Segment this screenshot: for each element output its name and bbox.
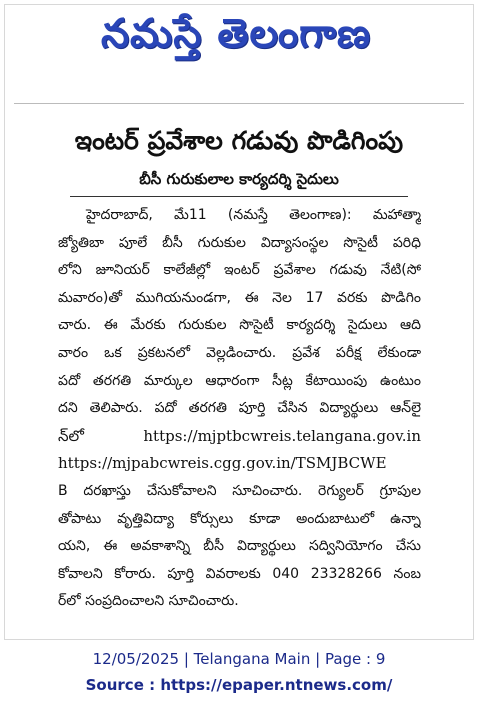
article-line: దని తెలిపారు. పదో తరగతి పూర్తి చేసిన విద్యార్థులు ఆన్‌లై xyxy=(58,400,421,417)
article-line: వారం ఒక ప్రకటనలో వెల్లడించారు. ప్రవేశ పరీక్ష లేకుండా xyxy=(58,344,421,361)
article-line: చారు. ఈ మేరకు గురుకుల సొసైటీ కార్యదర్శి సైదులు ఆది xyxy=(58,317,421,334)
article-subheadline: బీసీ గురుకులాల కార్యదర్శి సైదులు xyxy=(139,170,339,188)
article-line: యని, ఈ అవకాశాన్ని బీసీ విద్యార్థులు సద్వినియోగం చేసు xyxy=(58,538,421,555)
article-line: కోవాలని కోరారు. పూర్తి వివరాలకు 040 23328266 నంబ xyxy=(58,565,421,582)
article-headline: ఇంటర్ ప్రవేశాల గడువు పొడిగింపు xyxy=(74,126,404,155)
article-line: B దరఖాస్తు చేసుకోవాలని సూచించారు. రెగ్యులర్ గ్రూపుల xyxy=(58,482,421,499)
article-line: హైదరాబాద్, మే11 (నమస్తే తెలంగాణ): మహాత్మా xyxy=(86,207,421,223)
masthead-divider xyxy=(14,103,464,104)
article-line-url: https://mjpabcwreis.cgg.gov.in/TSMJBCWE xyxy=(58,454,387,473)
edition-info: 12/05/2025 | Telangana Main | Page : 9 xyxy=(92,650,386,668)
masthead-logo-text: నమస్తే తెలంగాణ xyxy=(100,11,372,57)
article-line: లోని జూనియర్ కాలేజీల్లో ఇంటర్ ప్రవేశాల గడువు నేటి(సో xyxy=(58,262,421,279)
article-line: పదో తరగతి మార్కుల ఆధారంగా సీట్ల కేటాయింపు ఉంటుం xyxy=(58,372,421,389)
article-line: మవారం)తో ముగియనుండగా, ఈ నెల 17 వరకు పొడిగిం xyxy=(58,289,421,306)
article-line: ర్‌లో సంప్రదించాలని సూచించారు. xyxy=(58,593,239,610)
newspaper-masthead xyxy=(36,6,436,72)
article-body xyxy=(58,202,421,616)
article-line: తోపాటు వృత్తివిద్యా కోర్సులు కూడా అందుబాటులో ఉన్నా xyxy=(58,510,421,527)
subheadline-divider xyxy=(70,196,408,197)
source-link[interactable]: Source : https://epaper.ntnews.com/ xyxy=(85,676,393,694)
article-line: జ్యోతిబా పూలే బీసీ గురుకుల విద్యాసంస్థల సొసైటీ పరిధి xyxy=(58,234,421,251)
article-line-url: న్‌లో https://mjptbcwreis.telangana.gov.in xyxy=(58,426,421,445)
